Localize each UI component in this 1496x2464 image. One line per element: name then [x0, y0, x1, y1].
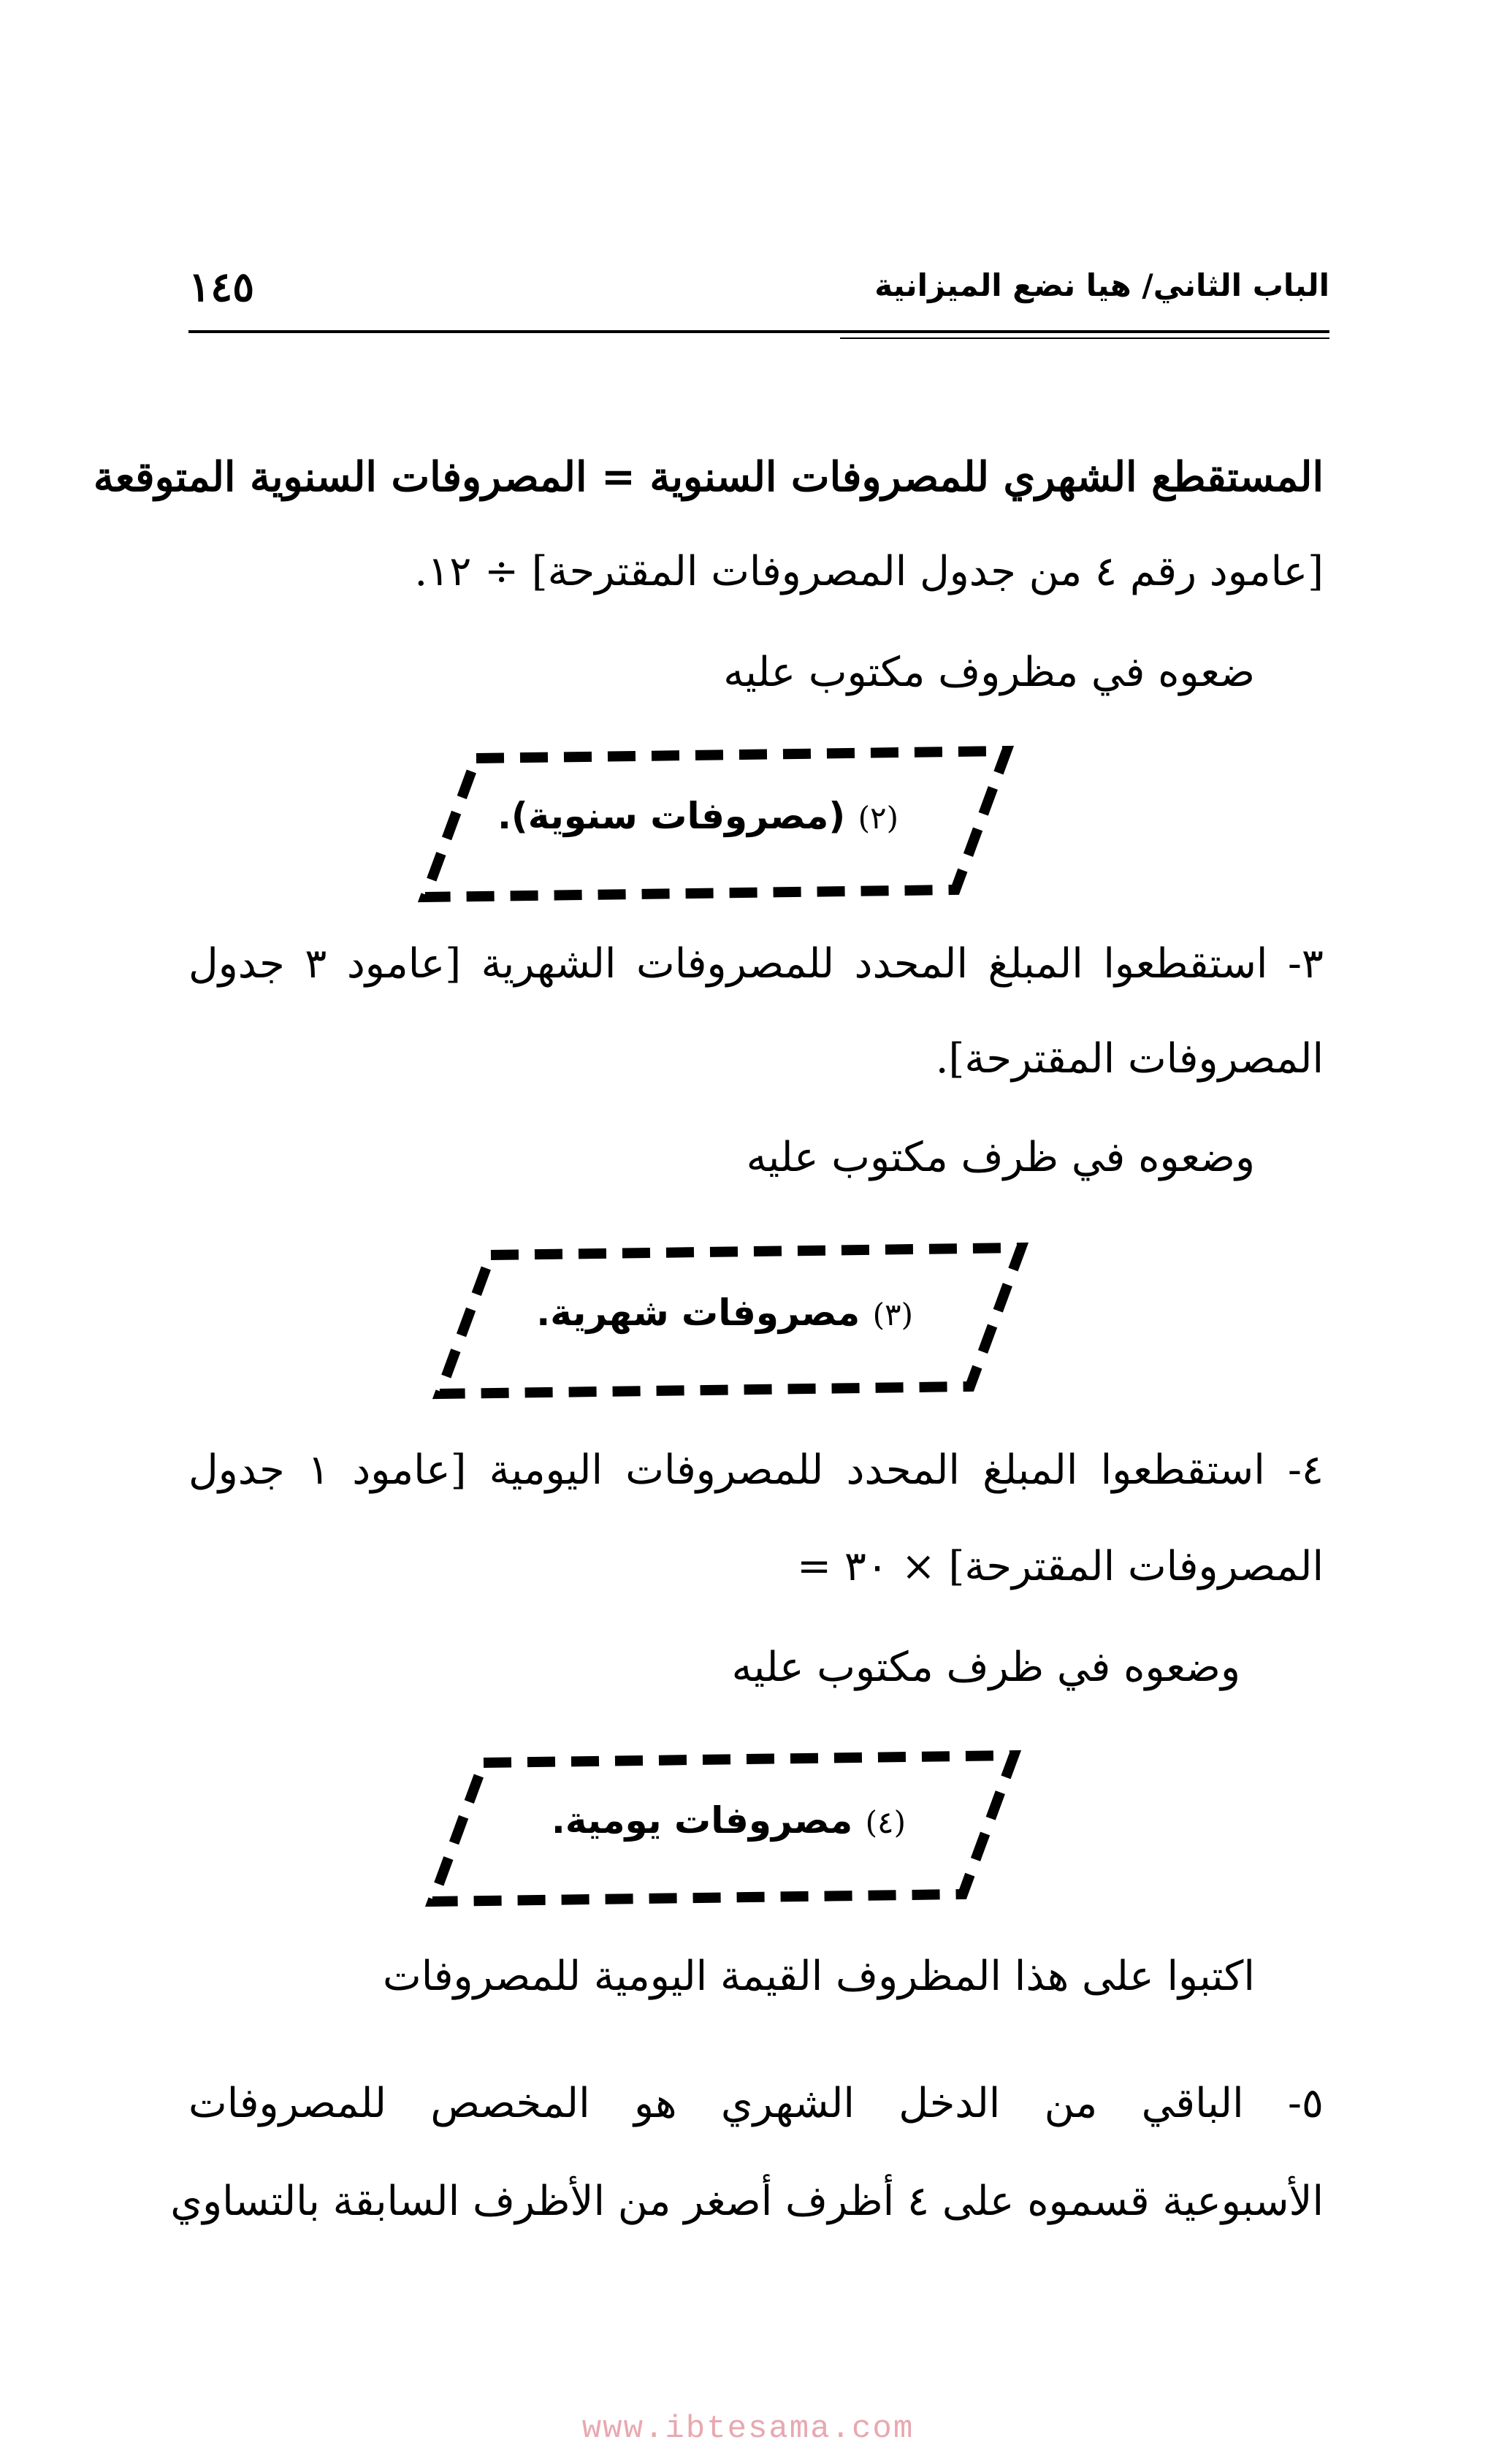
- envelope-number: (٣): [872, 1297, 913, 1332]
- envelope-daily-expenses: [416, 1742, 1030, 1910]
- envelope-monthly-expenses: [424, 1235, 1037, 1403]
- paragraph-line: المصروفات المقترحة].: [935, 1035, 1324, 1083]
- paragraph-line: الأسبوعية قسموه على ٤ أظرف أصغر من الأظرف السابقة بالتساوي: [170, 2178, 1324, 2225]
- envelope-label: مصروفات شهرية.: [536, 1292, 860, 1334]
- paragraph-line: ٣- استقطعوا المبلغ المحدد للمصروفات الشهرية [عامود ٣ جدول: [188, 940, 1324, 988]
- running-header: [188, 263, 1329, 321]
- envelope-label: (مصروفات سنوية).: [497, 795, 846, 837]
- paragraph-line: [عامود رقم ٤ من جدول المصروفات المقترحة] ÷ ١٢.: [414, 548, 1324, 595]
- header-rule-secondary: [840, 337, 1329, 339]
- chapter-title: الباب الثاني/ هيا نضع الميزانية: [874, 267, 1329, 303]
- envelope-label: مصروفات يومية.: [551, 1799, 853, 1842]
- envelope-number: (٢): [858, 800, 898, 836]
- paragraph-line: ٤- استقطعوا المبلغ المحدد للمصروفات اليومية [عامود ١ جدول: [188, 1446, 1324, 1494]
- envelope-annual-expenses: [409, 738, 1023, 906]
- note-line: اكتبوا على هذا المظروف القيمة اليومية للمصروفات: [383, 1953, 1255, 2000]
- header-rule: [188, 330, 1329, 333]
- page-number: ١٤٥: [188, 263, 255, 311]
- instruction-line: ضعوه في مظروف مكتوب عليه: [723, 649, 1255, 696]
- instruction-line: وضعوه في ظرف مكتوب عليه: [746, 1134, 1255, 1181]
- envelope-number: (٤): [865, 1804, 906, 1840]
- instruction-line: وضعوه في ظرف مكتوب عليه: [731, 1644, 1240, 1691]
- paragraph-line: المستقطع الشهري للمصروفات السنوية = المصروفات السنوية المتوقعة: [93, 453, 1324, 501]
- paragraph-line: المصروفات المقترحة] × ٣٠ =: [797, 1543, 1324, 1590]
- paragraph-line: ٥- الباقي من الدخل الشهري هو المخصص للمصروفات: [188, 2080, 1324, 2127]
- watermark: www.ibtesama.com: [581, 2411, 915, 2447]
